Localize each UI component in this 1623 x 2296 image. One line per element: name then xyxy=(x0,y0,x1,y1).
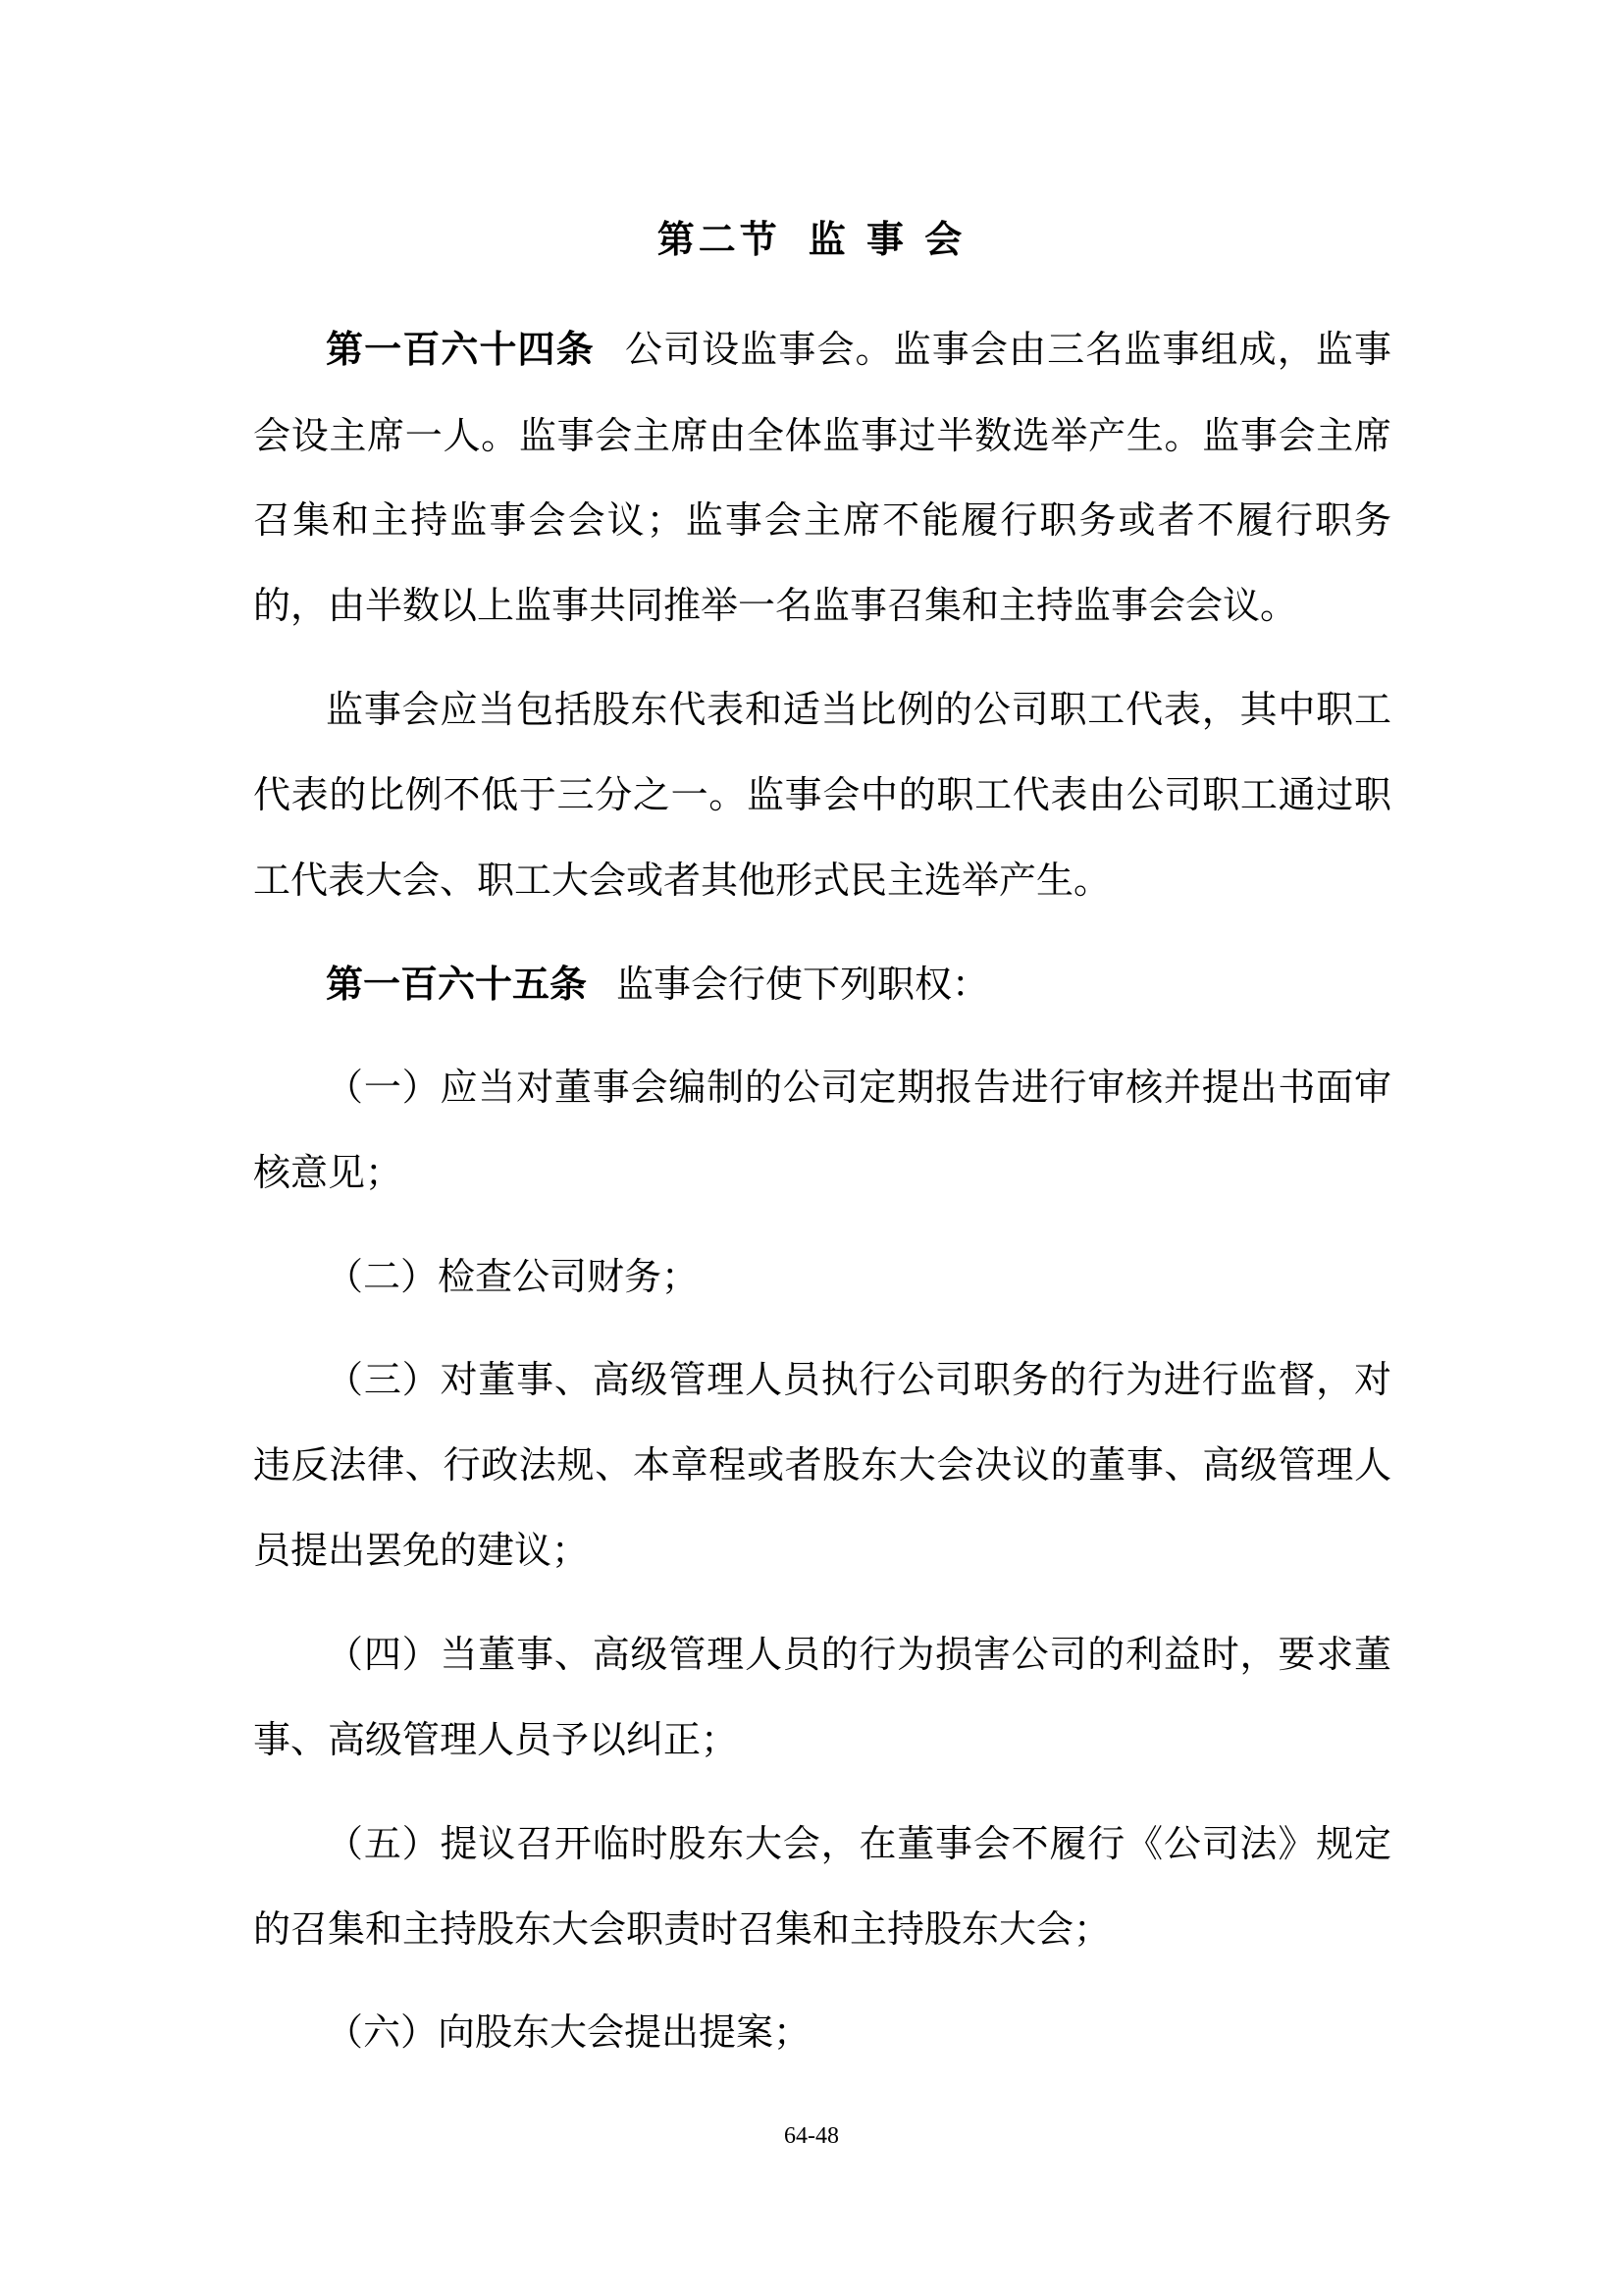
section-title xyxy=(0,209,1623,263)
article-164-line-3: 召集和主持监事会会议；监事会主席不能履行职务或者不履行职务 xyxy=(253,498,1391,542)
article-164-para2-line-1: 监事会应当包括股东代表和适当比例的公司职工代表，其中职工 xyxy=(326,688,1391,731)
page-number: 64-48 xyxy=(784,2123,839,2149)
item-1-line-1: （一）应当对董事会编制的公司定期报告进行审核并提出书面审 xyxy=(326,1066,1391,1109)
item-2: （二）检查公司财务； xyxy=(326,1255,700,1298)
item-4-line-2: 事、高级管理人员予以纠正； xyxy=(253,1718,739,1761)
item-5-line-1: （五）提议召开临时股东大会，在董事会不履行《公司法》规定 xyxy=(326,1822,1391,1865)
item-3-line-3: 员提出罢免的建议； xyxy=(253,1529,590,1572)
article-164-para2-line-2: 代表的比例不低于三分之一。监事会中的职工代表由公司职工通过职 xyxy=(253,773,1391,816)
article-165-label: 第一百六十五条 xyxy=(326,962,588,1006)
article-164-line-4: 的，由半数以上监事共同推举一名监事召集和主持监事会会议。 xyxy=(253,584,1298,627)
article-164-label: 第一百六十四条 xyxy=(326,327,595,371)
article-165-intro: 监事会行使下列职权： xyxy=(616,963,990,1006)
item-4-line-1: （四）当董事、高级管理人员的行为损害公司的利益时，要求董 xyxy=(326,1633,1391,1676)
item-5-line-2: 的召集和主持股东大会职责时召集和主持股东大会； xyxy=(253,1907,1112,1951)
article-164-para2-line-3: 工代表大会、职工大会或者其他形式民主选举产生。 xyxy=(253,859,1112,902)
item-1-line-2: 核意见； xyxy=(253,1151,403,1194)
article-165-heading xyxy=(326,959,1391,1010)
section-number: 第二节 xyxy=(656,217,781,261)
section-name: 监 事 会 xyxy=(808,217,967,261)
article-164-line-1: 第一百六十四条 公司设监事会。监事会由三名监事组成，监事 xyxy=(326,327,1391,371)
item-3-line-1: （三）对董事、高级管理人员执行公司职务的行为进行监督，对 xyxy=(326,1358,1391,1401)
item-3-line-2: 违反法律、行政法规、本章程或者股东大会决议的董事、高级管理人 xyxy=(253,1443,1391,1487)
item-6: （六）向股东大会提出提案； xyxy=(326,2010,812,2054)
article-164-line-2: 会设主席一人。监事会主席由全体监事过半数选举产生。监事会主席 xyxy=(253,414,1391,457)
